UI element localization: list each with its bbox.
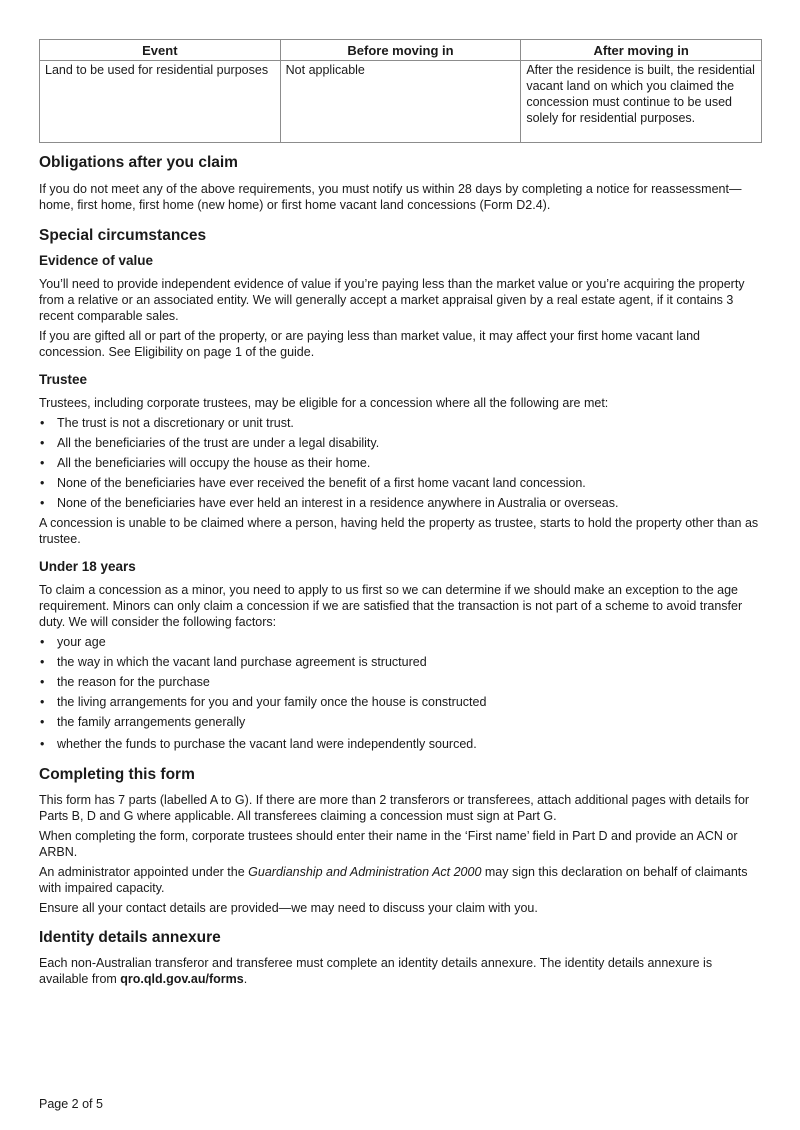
identity-annexure-heading: Identity details annexure	[39, 929, 221, 946]
table-header-after: After moving in	[521, 40, 762, 61]
list-item: • the way in which the vacant land purchase agreement is structured	[39, 654, 762, 670]
act-name: Guardianship and Administration Act 2000	[248, 865, 482, 879]
table-header-row	[40, 40, 762, 61]
under-18-heading: Under 18 years	[39, 559, 136, 574]
list-item: • None of the beneficiaries have ever held an interest in a residence anywhere in Australia or overseas.	[39, 495, 762, 511]
completing-paragraph-2: When completing the form, corporate trustees should enter their name in the ‘First name’ field in Part D and provide an ACN or ARBN.	[39, 829, 738, 859]
requirements-table	[39, 39, 762, 143]
completing-p3-before: An administrator appointed under the	[39, 865, 249, 879]
obligations-text: If you do not meet any of the above requirements, you must notify us within 28 days by completing a notice for reassessment—home, first home, first home (new home) or first home vacant land concessions (Form D2.4).	[39, 182, 742, 212]
table-header-before: Before moving in	[280, 40, 521, 61]
list-item: • your age	[39, 634, 762, 650]
list-item: • All the beneficiaries of the trust are under a legal disability.	[39, 435, 762, 451]
table-cell-event: Land to be used for residential purposes	[40, 61, 281, 143]
page-number: Page 2 of 5	[39, 1097, 103, 1111]
table-header-event: Event	[40, 40, 281, 61]
under-18-intro: To claim a concession as a minor, you need to apply to us first so we can determine if we should make an exception to the age requirement. Minors can only claim a concession if we are satisfied that the transaction is not part of a scheme to avoid transfer duty. We will consider the following factors:	[39, 583, 743, 629]
trustee-heading: Trustee	[39, 372, 88, 387]
completing-paragraph-4: Ensure all your contact details are provided—we may need to discuss your claim with you.	[39, 901, 538, 915]
list-item: • the family arrangements generally	[39, 714, 762, 730]
list-item: • The trust is not a discretionary or unit trust.	[39, 415, 762, 431]
identity-annexure-text	[39, 955, 762, 987]
table-row	[40, 61, 762, 143]
completing-form-heading: Completing this form	[39, 766, 195, 783]
identity-text-before: Each non-Australian transferor and transferee must complete an identity details annexure. The identity details annexure is available from	[39, 956, 713, 986]
special-circumstances-heading: Special circumstances	[39, 227, 207, 244]
completing-paragraph-1: This form has 7 parts (labelled A to G). If there are more than 2 transferors or transferees, attach additional pages with details for Parts B, D and G where applicable. All transferees claiming a concession must sign at Part G.	[39, 793, 750, 823]
completing-paragraph-3	[39, 864, 762, 896]
evidence-of-value-heading: Evidence of value	[39, 253, 154, 268]
table-cell-after: After the residence is built, the residential vacant land on which you claimed the concession must continue to be used solely for residential purposes.	[521, 61, 762, 143]
trustee-outro: A concession is unable to be claimed where a person, having held the property as trustee, starts to hold the property other than as trustee.	[39, 516, 759, 546]
page-content	[39, 39, 762, 987]
forms-link[interactable]: qro.qld.gov.au/forms	[120, 972, 244, 986]
list-item: • whether the funds to purchase the vacant land were independently sourced.	[39, 736, 762, 752]
evidence-paragraph-1: You’ll need to provide independent evidence of value if you’re paying less than the market value or you’re acquiring the property from a relative or an associated entity. We will generally accept a market appraisal given by a real estate agent, if it contains 3 recent comparable sales.	[39, 277, 745, 323]
identity-text-after: .	[243, 972, 248, 986]
completing-p3-after: may sign this declaration on behalf of claimants with impaired capacity.	[39, 865, 748, 895]
list-item: • the reason for the purchase	[39, 674, 762, 690]
list-item: • None of the beneficiaries have ever received the benefit of a first home vacant land concession.	[39, 475, 762, 491]
list-item: • the living arrangements for you and your family once the house is constructed	[39, 694, 762, 710]
obligations-heading: Obligations after you claim	[39, 154, 238, 171]
evidence-paragraph-2: If you are gifted all or part of the property, or are paying less than market value, it may affect your first home vacant land concession. See Eligibility on page 1 of the guide.	[39, 329, 700, 359]
trustee-list	[39, 415, 762, 511]
under-18-list	[39, 634, 762, 752]
table-cell-before: Not applicable	[280, 61, 521, 143]
list-item: • All the beneficiaries will occupy the house as their home.	[39, 455, 762, 471]
trustee-intro: Trustees, including corporate trustees, may be eligible for a concession where all the following are met:	[39, 396, 609, 410]
